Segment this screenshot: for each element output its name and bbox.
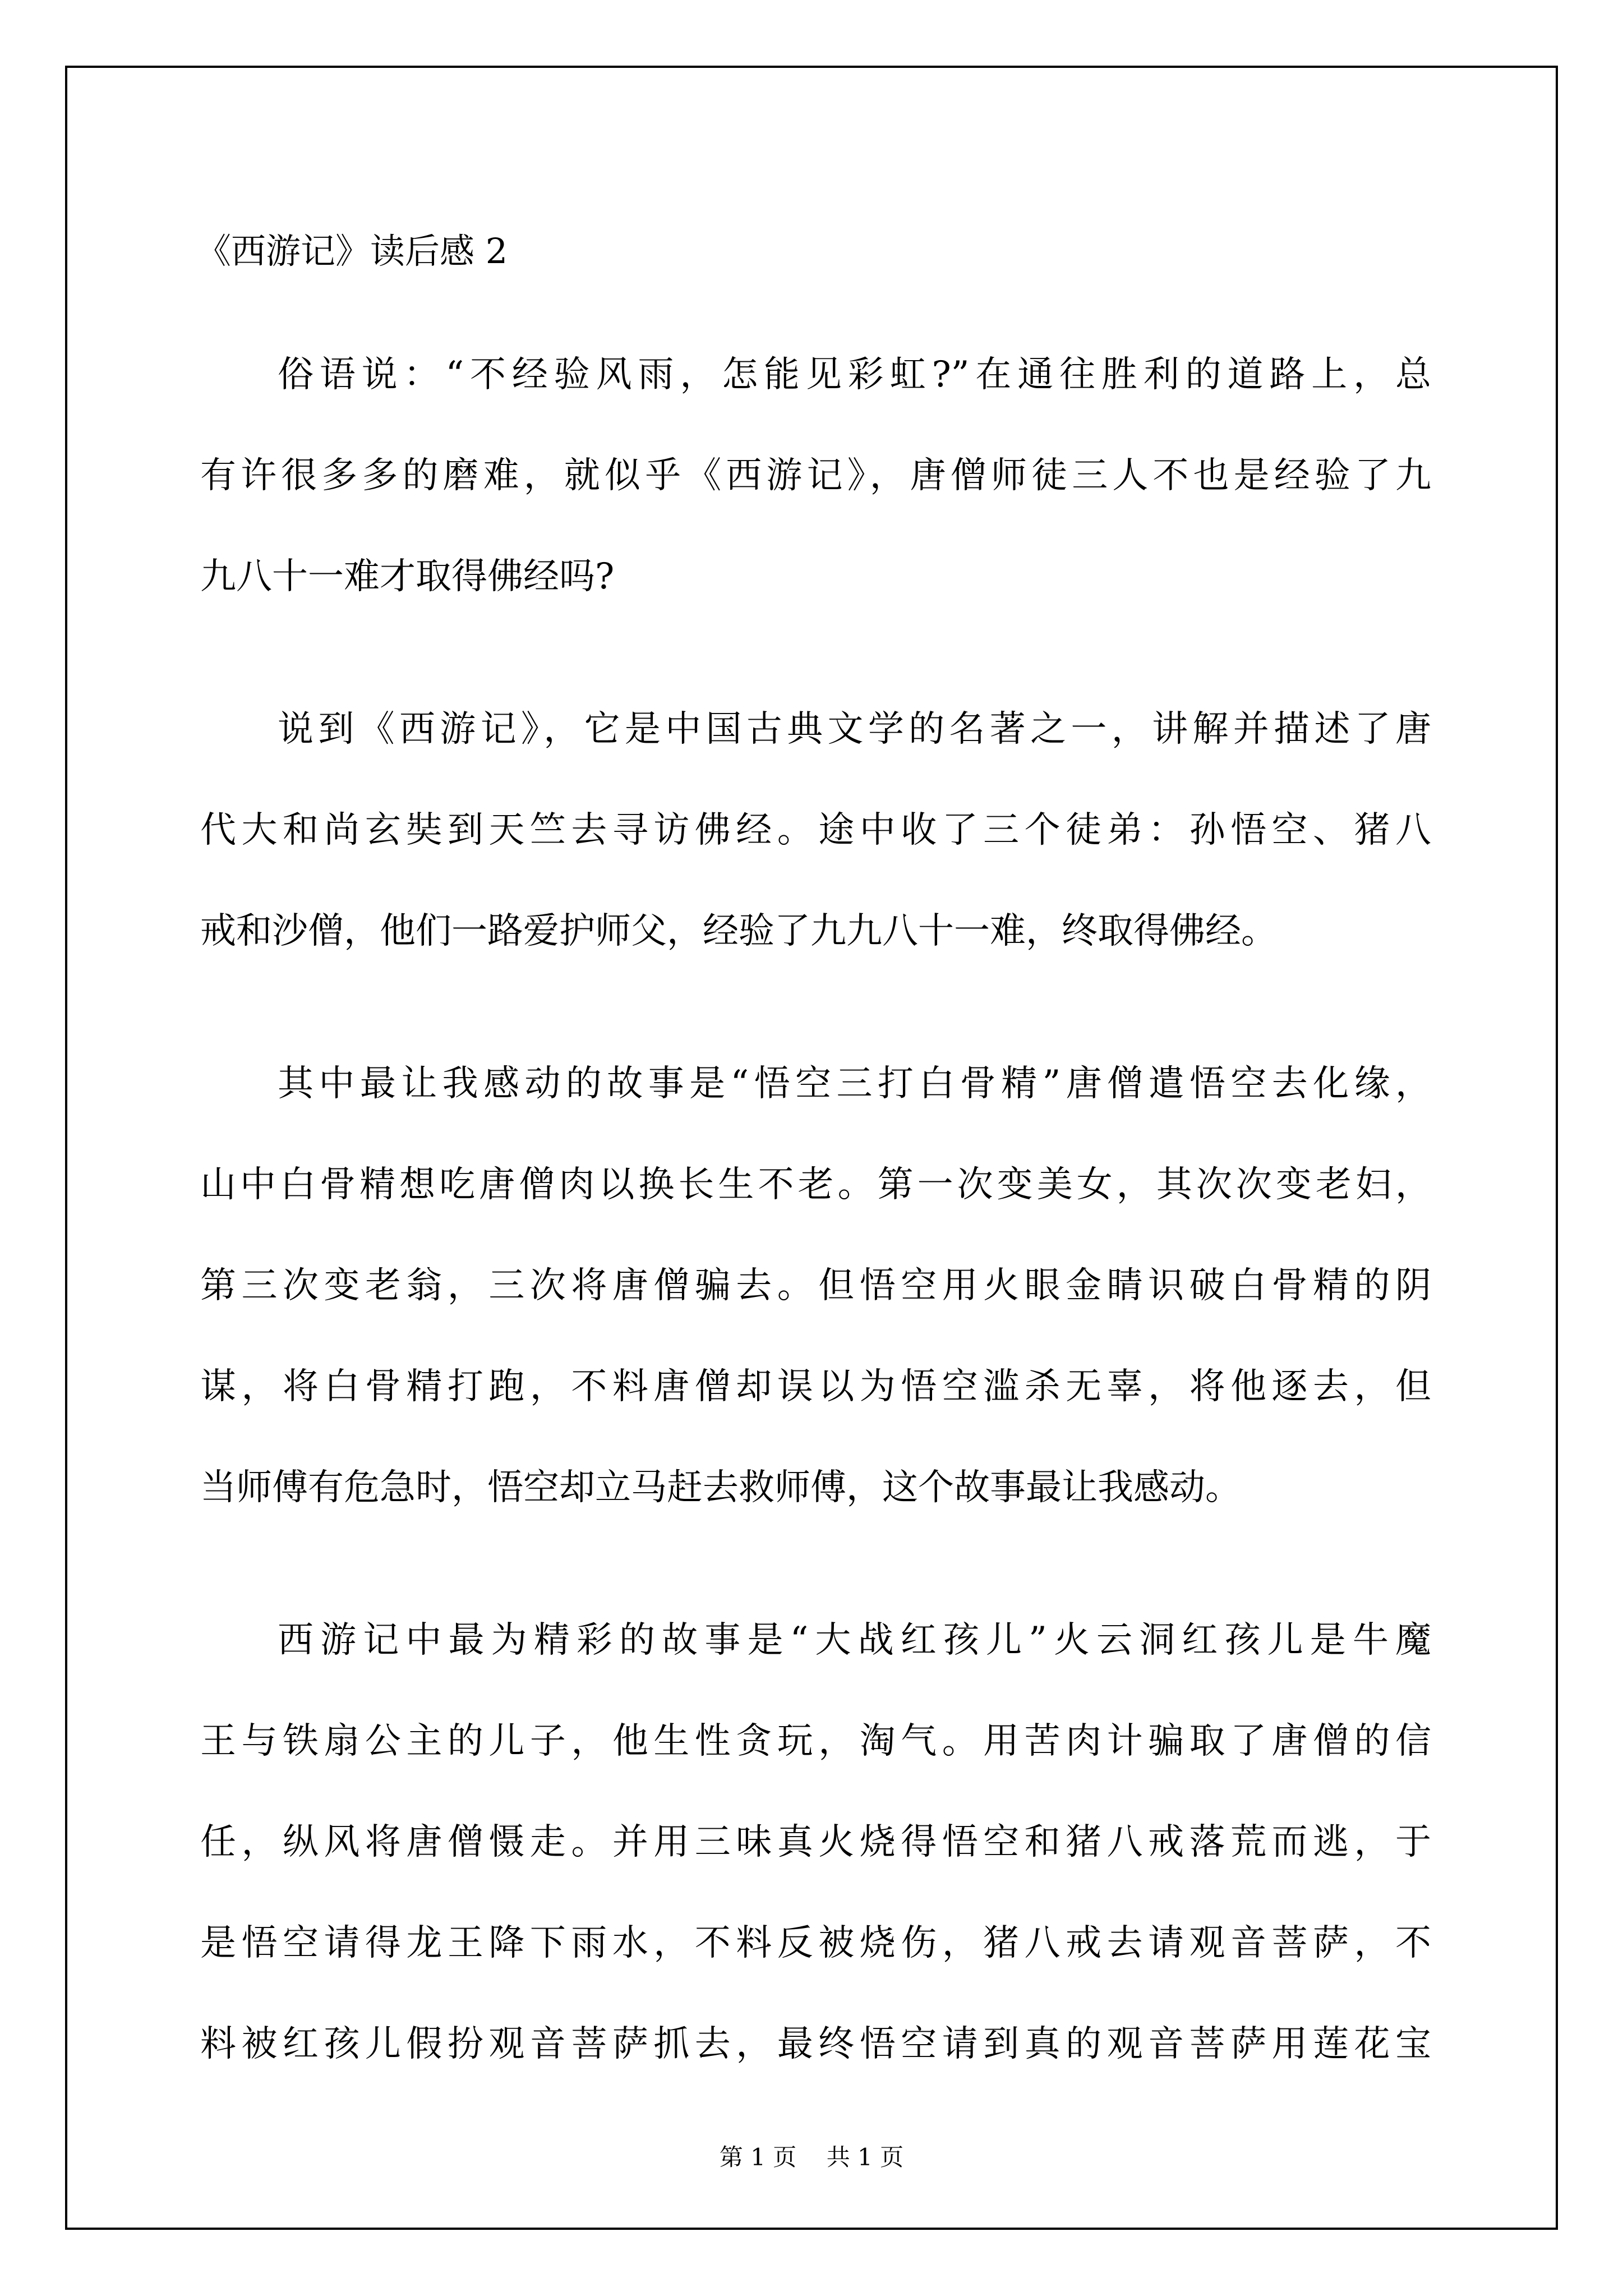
text-line: 说到《西游记》，它是中国古典文学的名著之一，讲解并描述了唐 [278, 708, 1431, 750]
text-line: 第三次变老翁，三次将唐僧骗去。但悟空用火眼金睛识破白骨精的阴 [200, 1265, 1431, 1306]
text-line: 俗语说：“不经验风雨，怎能见彩虹?”在通往胜利的道路上，总 [278, 354, 1431, 395]
paragraph [200, 1033, 1431, 1538]
text-line: 任，纵风将唐僧慑走。并用三味真火烧得悟空和猪八戒落荒而逃，于 [200, 1821, 1431, 1863]
text-line: 代大和尚玄奘到天竺去寻访佛经。途中收了三个徒弟：孙悟空、猪八 [200, 809, 1431, 851]
text-line: 九八十一难才取得佛经吗? [200, 556, 615, 597]
text-line: 王与铁扇公主的儿子，他生性贪玩，淘气。用苦肉计骗取了唐僧的信 [200, 1720, 1431, 1762]
text-line: 西游记中最为精彩的故事是“大战红孩儿”火云洞红孩儿是牛魔 [278, 1619, 1431, 1661]
text-line: 戒和沙僧，他们一路爱护师父，经验了九九八十一难，终取得佛经。 [200, 910, 1277, 952]
document-title: 《西游记》读后感 2 [196, 231, 508, 272]
paragraph [200, 324, 1431, 627]
text-line: 有许很多多的磨难，就似乎《西游记》，唐僧师徒三人不也是经验了九 [200, 455, 1431, 496]
text-line: 当师傅有危急时，悟空却立马赶去救师傅，这个故事最让我感动。 [200, 1467, 1241, 1508]
paragraph [200, 679, 1431, 982]
text-line: 山中白骨精想吃唐僧肉以换长生不老。第一次变美女，其次次变老妇， [200, 1164, 1431, 1205]
document-body [200, 324, 1431, 2146]
paragraph [200, 1590, 1431, 2095]
text-line: 谋，将白骨精打跑，不料唐僧却误以为悟空滥杀无辜，将他逐去，但 [200, 1366, 1431, 1407]
page-footer: 第 1 页 共 1 页 [719, 2143, 904, 2171]
text-line: 是悟空请得龙王降下雨水，不料反被烧伤，猪八戒去请观音菩萨，不 [200, 1922, 1431, 1964]
text-line: 其中最让我感动的故事是“悟空三打白骨精”唐僧遣悟空去化缘， [278, 1063, 1431, 1105]
text-line: 料被红孩儿假扮观音菩萨抓去，最终悟空请到真的观音菩萨用莲花宝 [200, 2023, 1431, 2065]
